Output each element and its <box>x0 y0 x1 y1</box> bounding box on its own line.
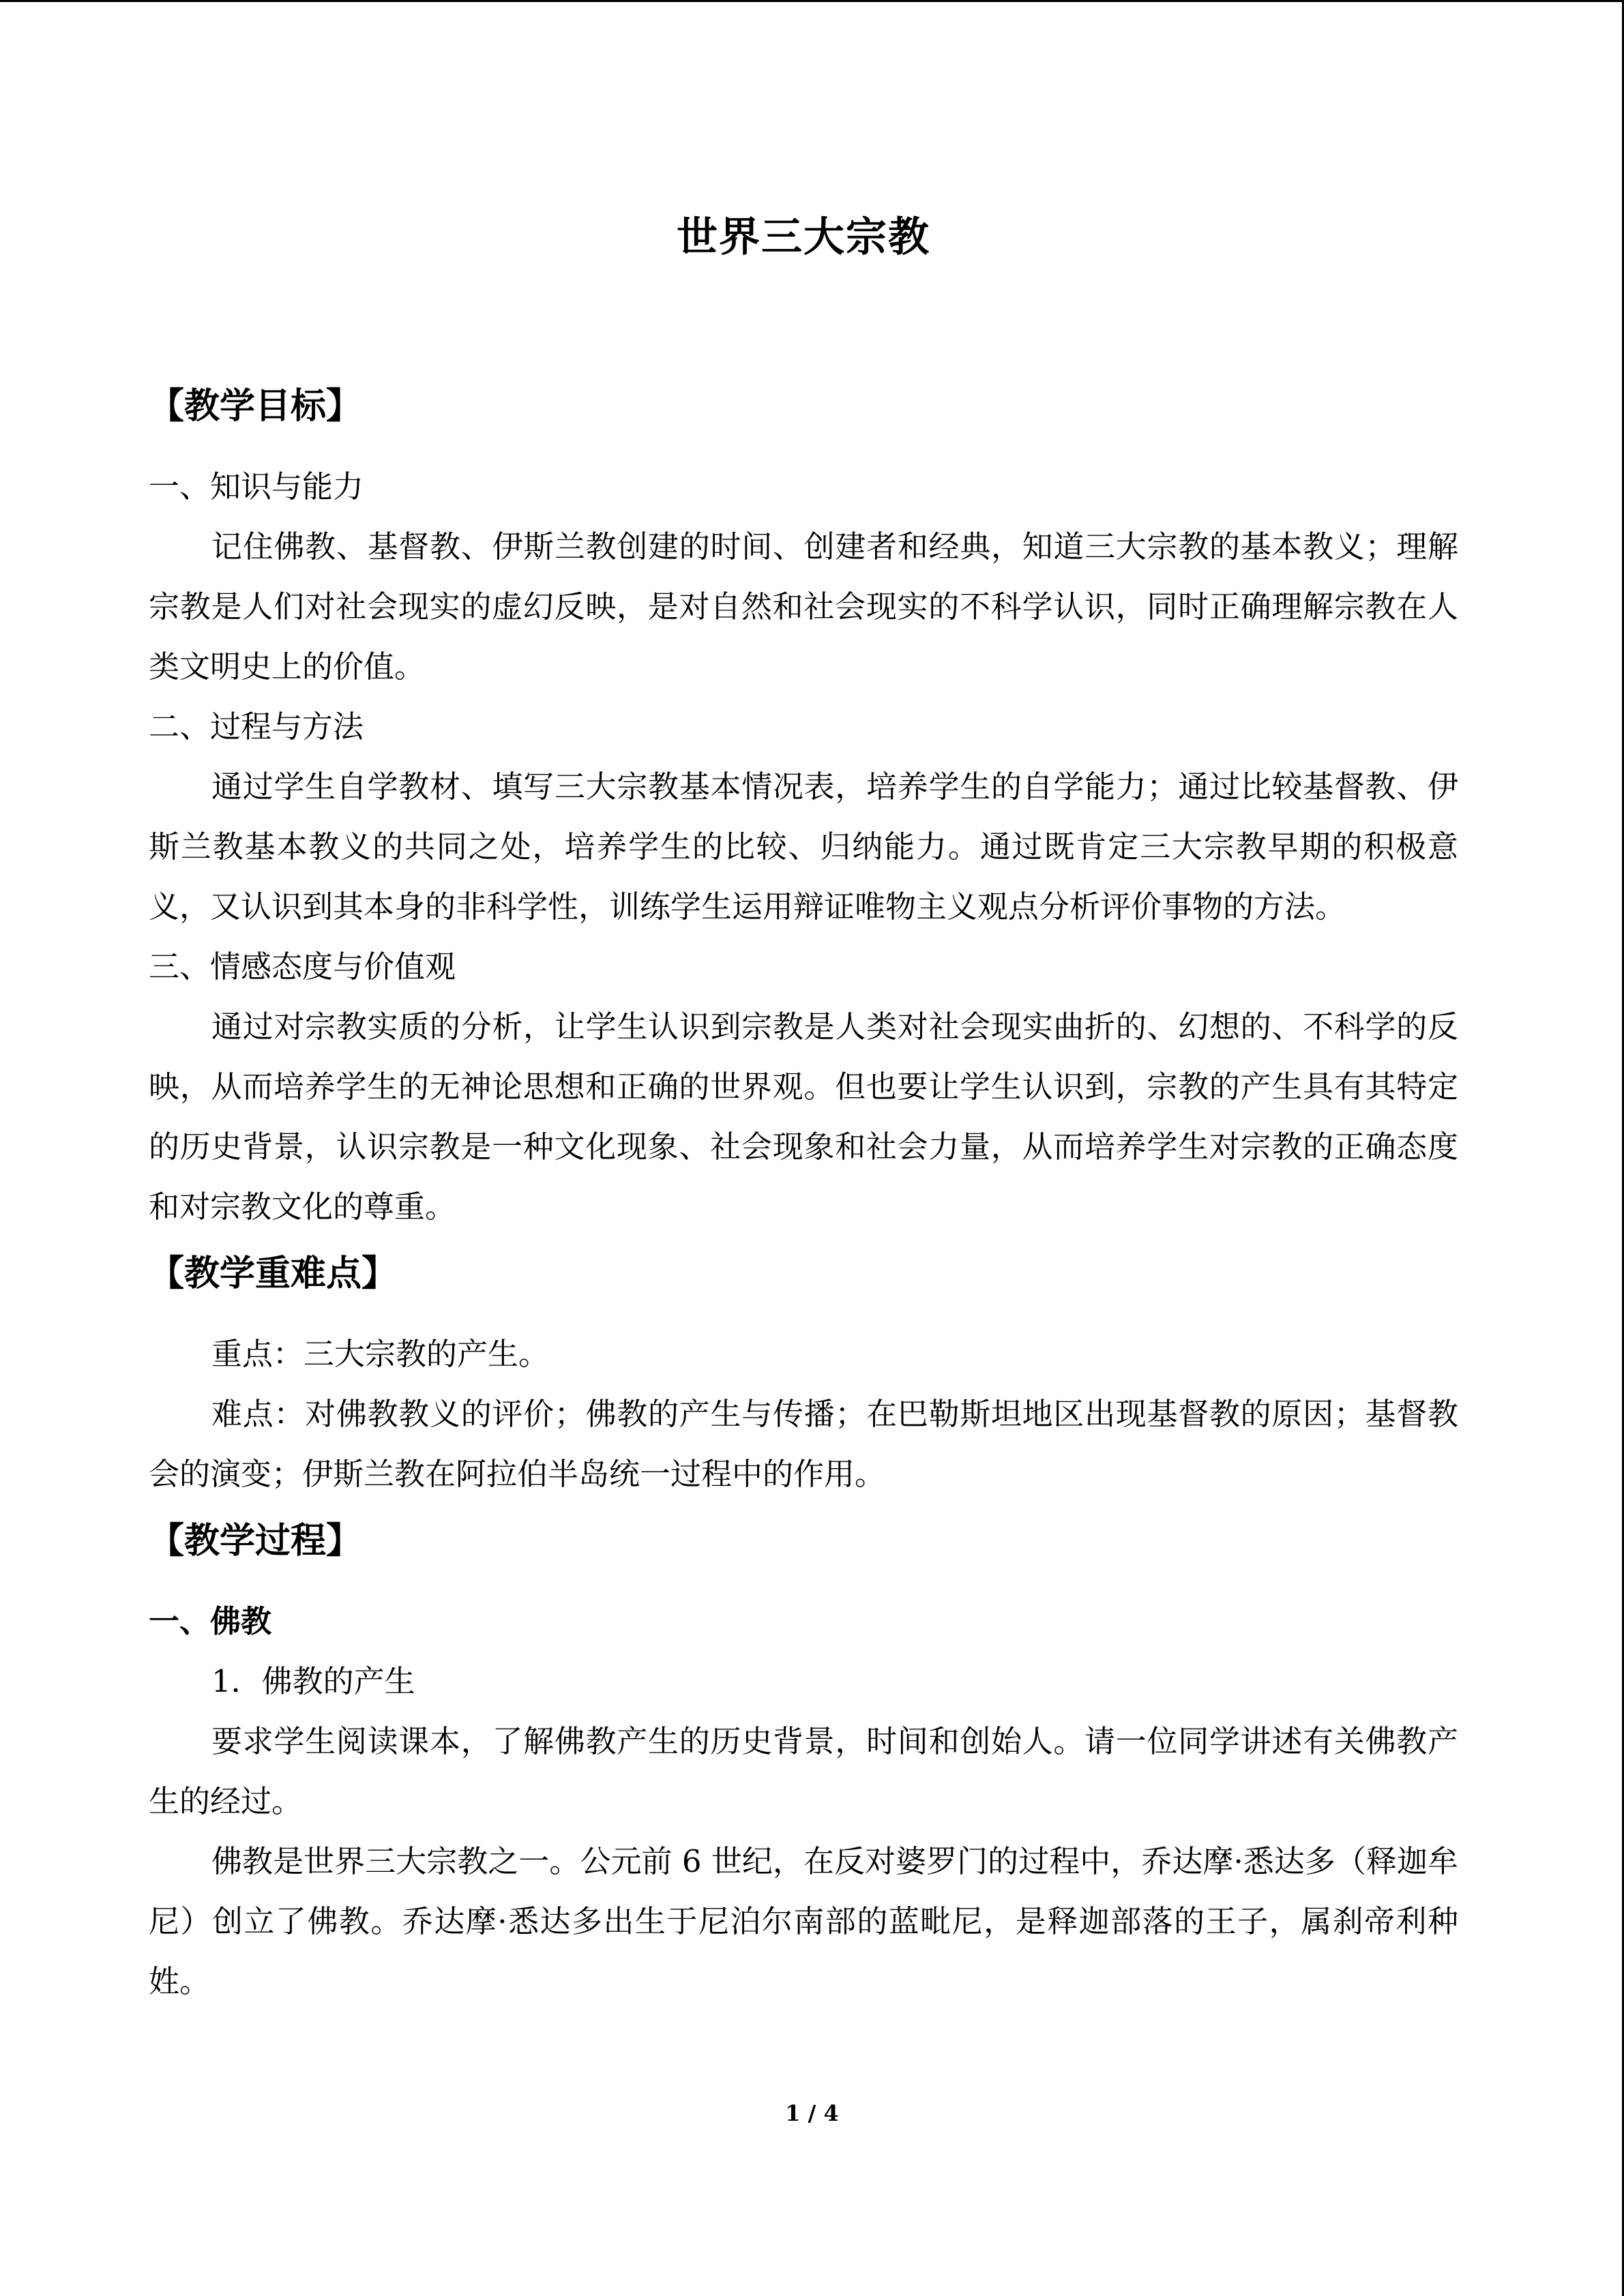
paragraph-buddhism-history: 佛教是世界三大宗教之一。公元前 6 世纪，在反对婆罗门的过程中，乔达摩·悉达多（释迦牟尼）创立了佛教。乔达摩·悉达多出生于尼泊尔南部的蓝毗尼，是释迦部落的王子，属刹帝利种姓。 <box>149 1843 1458 1999</box>
section-objectives <box>149 379 1458 1237</box>
paragraph-buddhism-task: 要求学生阅读课本，了解佛教产生的历史背景，时间和创始人。请一位同学讲述有关佛教产生的经过。 <box>149 1723 1458 1819</box>
paragraph-process: 通过学生自学教材、填写三大宗教基本情况表，培养学生的自学能力；通过比较基督教、伊斯兰教基本教义的共同之处，培养学生的比较、归纳能力。通过既肯定三大宗教早期的积极意义，又认识到其本身的非科学性，训练学生运用辩证唯物主义观点分析评价事物的方法。 <box>149 769 1458 925</box>
paragraph-knowledge: 记住佛教、基督教、伊斯兰教创建的时间、创建者和经典，知道三大宗教的基本教义；理解宗教是人们对社会现实的虚幻反映，是对自然和社会现实的不科学认识，同时正确理解宗教在人类文明史上的价值。 <box>149 528 1458 685</box>
document-page <box>149 205 1458 2012</box>
paragraph-difficulty: 难点：对佛教教义的评价；佛教的产生与传播；在巴勒斯坦地区出现基督教的原因；基督教会的演变；伊斯兰教在阿拉伯半岛统一过程中的作用。 <box>149 1396 1458 1492</box>
subheading-process: 二、过程与方法 <box>149 709 364 745</box>
section-header-objectives: 【教学目标】 <box>149 386 362 427</box>
paragraph-buddhism-origin-heading: 1．佛教的产生 <box>211 1663 415 1699</box>
section-keypoints <box>149 1247 1458 1504</box>
subheading-values: 三、情感态度与价值观 <box>149 949 456 985</box>
section-process <box>149 1514 1458 2012</box>
paragraph-values: 通过对宗教实质的分析，让学生认识到宗教是人类对社会现实曲折的、幻想的、不科学的反映，从而培养学生的无神论思想和正确的世界观。但也要让学生认识到，宗教的产生具有其特定的历史背景，认识宗教是一种文化现象、社会现象和社会力量，从而培养学生对宗教的正确态度和对宗教文化的尊重。 <box>149 1009 1458 1225</box>
top-rule <box>0 0 1624 2</box>
page-number: 1 / 4 <box>785 2100 839 2126</box>
section-header-keypoints: 【教学重难点】 <box>149 1253 398 1294</box>
section-header-process: 【教学过程】 <box>149 1521 362 1562</box>
subheading-buddhism: 一、佛教 <box>149 1603 272 1639</box>
subheading-knowledge: 一、知识与能力 <box>149 468 364 505</box>
paragraph-key-focus: 重点：三大宗教的产生。 <box>211 1336 550 1372</box>
document-title: 世界三大宗教 <box>677 213 930 261</box>
